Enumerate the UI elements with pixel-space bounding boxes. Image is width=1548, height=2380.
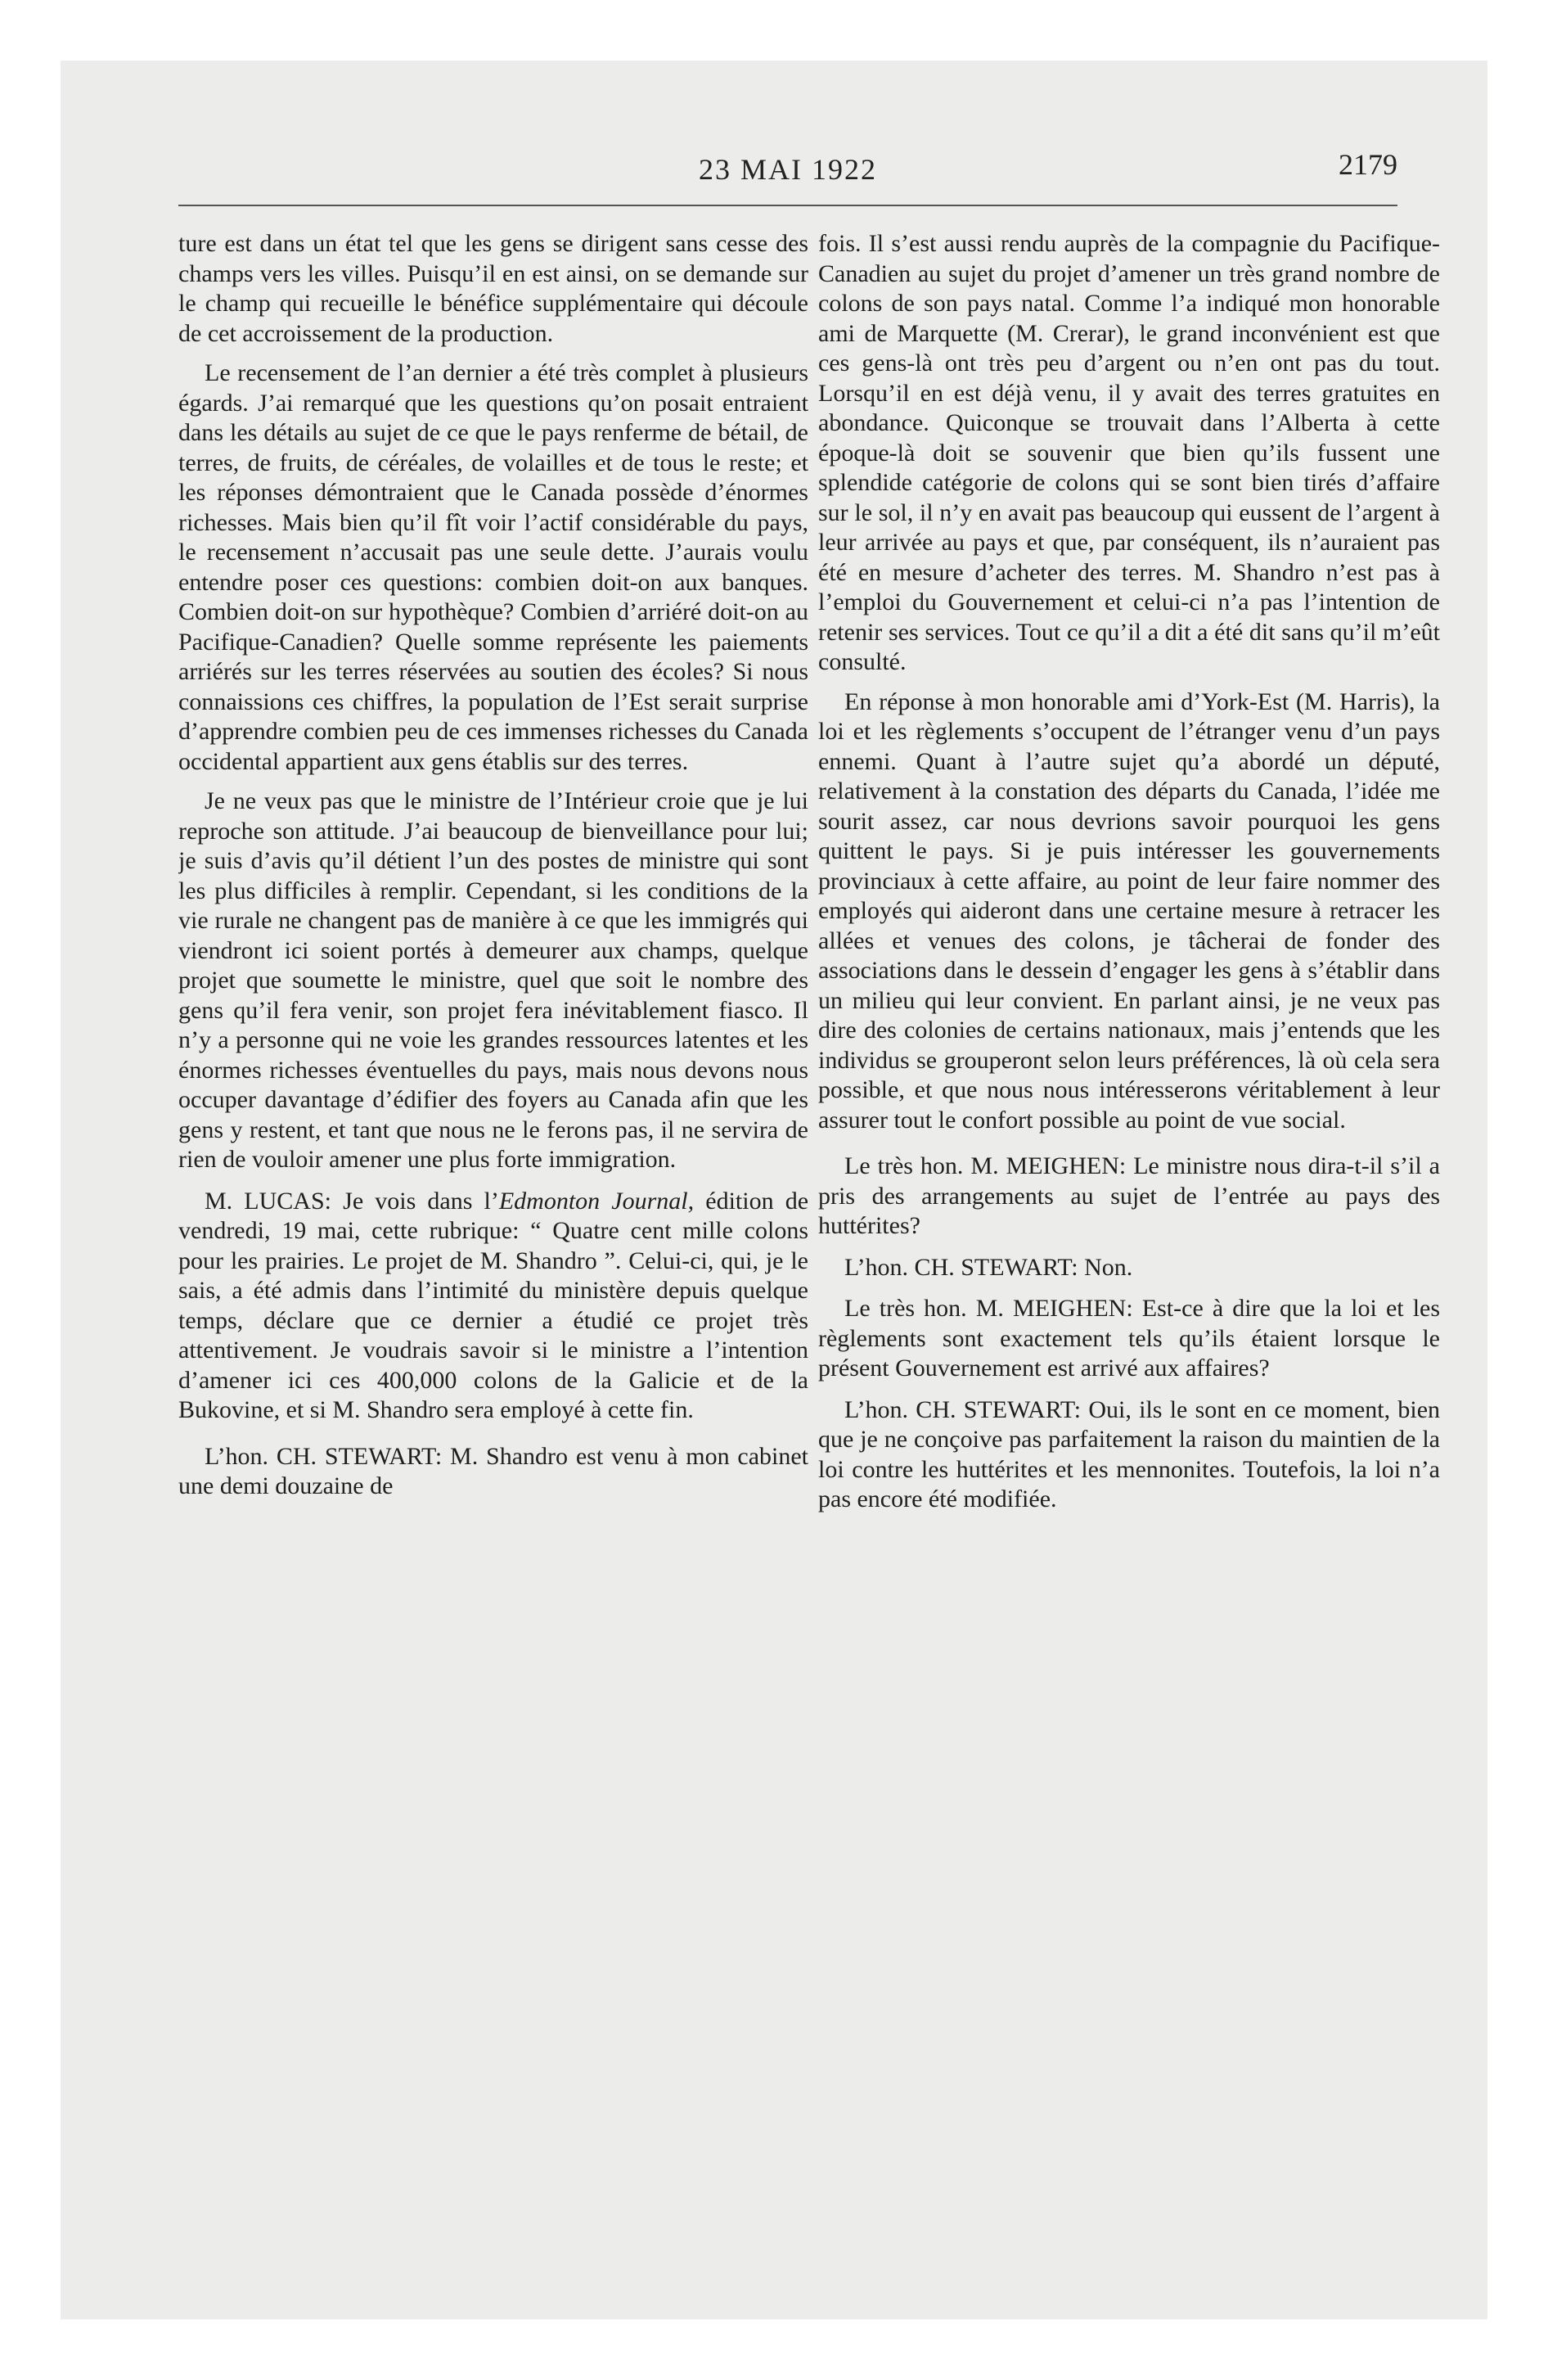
paragraph-meighen <box>818 1294 1440 1384</box>
paragraph: fois. Il s’est aussi rendu auprès de la compagnie du Pacifique-Canadien au sujet du projet d’amener un très grand nombre de colons de son pays natal. Comme l’a indiqué mon honorable ami de Marquette (M. Crerar), le grand inconvénient est que ces gens-là ont très peu d’argent ou n’en ont pas du tout. Lorsqu’il en est déjà venu, il y avait des terres gratuites en abondance. Quiconque se trouvait dans l’Alberta à cette époque-là doit se souvenir que bien qu’ils fussent une splendide catégorie de colons qui se sont bien tirés d’affaire sur le sol, il n’y en avait pas beaucoup qui eussent de l’argent à leur arrivée au pays et que, par conséquent, ils n’auraient pas été en mesure d’acheter des terres. M. Shandro n’est pas à l’emploi du Gouvernement et celui-ci n’a pas l’intention de retenir ses services. Tout ce qu’il a dit a été dit sans qu’il m’eût consulté. <box>818 230 1440 675</box>
speaker-name: L’hon. CH. STEWART: <box>844 1253 1078 1281</box>
paragraph: Je ne veux pas que le ministre de l’Intérieur croie que je lui reproche son attitude. J’ai beaucoup de bienveillance pour lui; je suis d’avis qu’il détient l’un des postes de ministre qui sont les plus difficiles à remplir. Cependant, si les conditions de la vie rurale ne changent pas de manière à ce que les immigrés qui viendront ici soient portés à demeurer aux champs, quelque projet que soumette le ministre, quel que soit le nombre des gens qu’il fera venir, son projet fera inévitablement fiasco. Il n’y a personne qui ne voie les grandes ressources latentes et les énormes richesses éventuelles du pays, mais nous devons nous occuper davantage d’édifier des foyers au Canada afin que les gens y restent, et tant que nous ne le ferons pas, il ne servira de rien de vouloir amener une plus forte immigration. <box>178 787 808 1173</box>
paragraph: ture est dans un état tel que les gens se dirigent sans cesse des champs vers les villes. Puisqu’il en est ainsi, on se demande sur le champ qui recueille le bénéfice supplémentaire qui découle de cet accroissement de la production. <box>178 230 808 347</box>
newspaper-title: Edmonton Journal, <box>498 1187 695 1215</box>
speaker-name: Le très hon. M. MEIGHEN: <box>844 1295 1133 1322</box>
paragraph-text: Est-ce à dire que la loi et les règlements sont exactement tels qu’ils étaient lorsque le présent Gouvernement est arrivé aux affaires? <box>818 1295 1440 1382</box>
header-rule <box>178 205 1397 206</box>
paragraph-text: Je vois dans l’ <box>343 1187 499 1215</box>
paragraph-stewart <box>818 1253 1440 1283</box>
speaker-name: M. LUCAS: <box>205 1187 331 1215</box>
paragraph-text: édition de vendredi, 19 mai, cette rubrique: “ Quatre cent mille colons pour les prairies. Le projet de M. Shandro ”. Celui-ci, qui, je le sais, a été admis dans l’intimité du ministère depuis quelque temps, déclare que ce dernier a étudié ce projet très attentivement. Je voudrais savoir si le ministre a l’intention d’amener ici ces 400,000 colons de la Galicie et de la Bukovine, et si M. Shandro sera employé à cette fin. <box>178 1187 808 1423</box>
paragraph-text: Oui, ils le sont en ce moment, bien que je ne conçoive pas parfaitement la raison du maintien de la loi contre les huttérites et les mennonites. Toutefois, la loi n’a pas encore été modifiée. <box>818 1395 1440 1512</box>
paragraph-text: Non. <box>1084 1253 1133 1281</box>
header-date: 23 MAI 1922 <box>699 153 877 186</box>
page-header <box>178 148 1397 201</box>
paragraph-text: Le ministre nous dira-t-il s’il a pris des arrangements au sujet de l’entrée au pays des huttérites? <box>818 1152 1440 1239</box>
speaker-name: L’hon. CH. STEWART: <box>844 1395 1082 1423</box>
left-column <box>178 229 808 2210</box>
paragraph-text: M. Shandro est venu à mon cabinet une demi douzaine de <box>178 1442 808 1499</box>
speaker-name: L’hon. CH. STEWART: <box>205 1442 443 1470</box>
right-column <box>818 229 1440 2210</box>
paragraph-lucas <box>178 1187 808 1426</box>
page-number: 2179 <box>1339 148 1397 181</box>
paragraph: Le recensement de l’an dernier a été très complet à plusieurs égards. J’ai remarqué que les questions qu’on posait entraient dans les détails au sujet de ce que le pays renferme de bétail, de terres, de fruits, de céréales, de volailles et de tous le reste; et les réponses démontraient que le Canada possède d’énormes richesses. Mais bien qu’il fît voir l’actif considérable du pays, le recensement n’accusait pas une seule dette. J’aurais voulu entendre poser ces questions: combien doit-on aux banques. Combien doit-on sur hypothèque? Combien d’arriéré doit-on au Pacifique-Canadien? Quelle somme représente les paiements arriérés sur les terres réservées au soutien des écoles? Si nous connaissions ces chiffres, la population de l’Est serait surprise d’apprendre combien peu de ces immenses richesses du Canada occidental appartient aux gens établis sur des terres. <box>178 359 808 775</box>
paragraph-stewart <box>818 1395 1440 1515</box>
speaker-name: Le très hon. M. MEIGHEN: <box>844 1152 1127 1179</box>
paragraph-stewart <box>178 1442 808 1502</box>
paragraph-meighen <box>818 1152 1440 1242</box>
paragraph: En réponse à mon honorable ami d’York-Est (M. Harris), la loi et les règlements s’occupent de l’étranger venu d’un pays ennemi. Quant à l’autre sujet qu’a abordé un député, relativement à la constation des départs du Canada, l’idée me sourit assez, car nous devrions savoir pourquoi les gens quittent le pays. Si je puis intéresser les gouvernements provinciaux à cette affaire, au point de leur faire nommer des employés qui aideront dans une certaine mesure à retracer les allées et venues des colons, je tâcherai de fonder des associations dans le dessein d’engager les gens à s’établir dans un milieu qui leur convient. En parlant ainsi, je ne veux pas dire des colonies de certains nationaux, mais j’entends que les individus se grouperont selon leurs préférences, là où cela sera possible, et que nous nous intéresserons véritablement à leur assurer tout le confort possible au point de vue social. <box>818 687 1440 1134</box>
